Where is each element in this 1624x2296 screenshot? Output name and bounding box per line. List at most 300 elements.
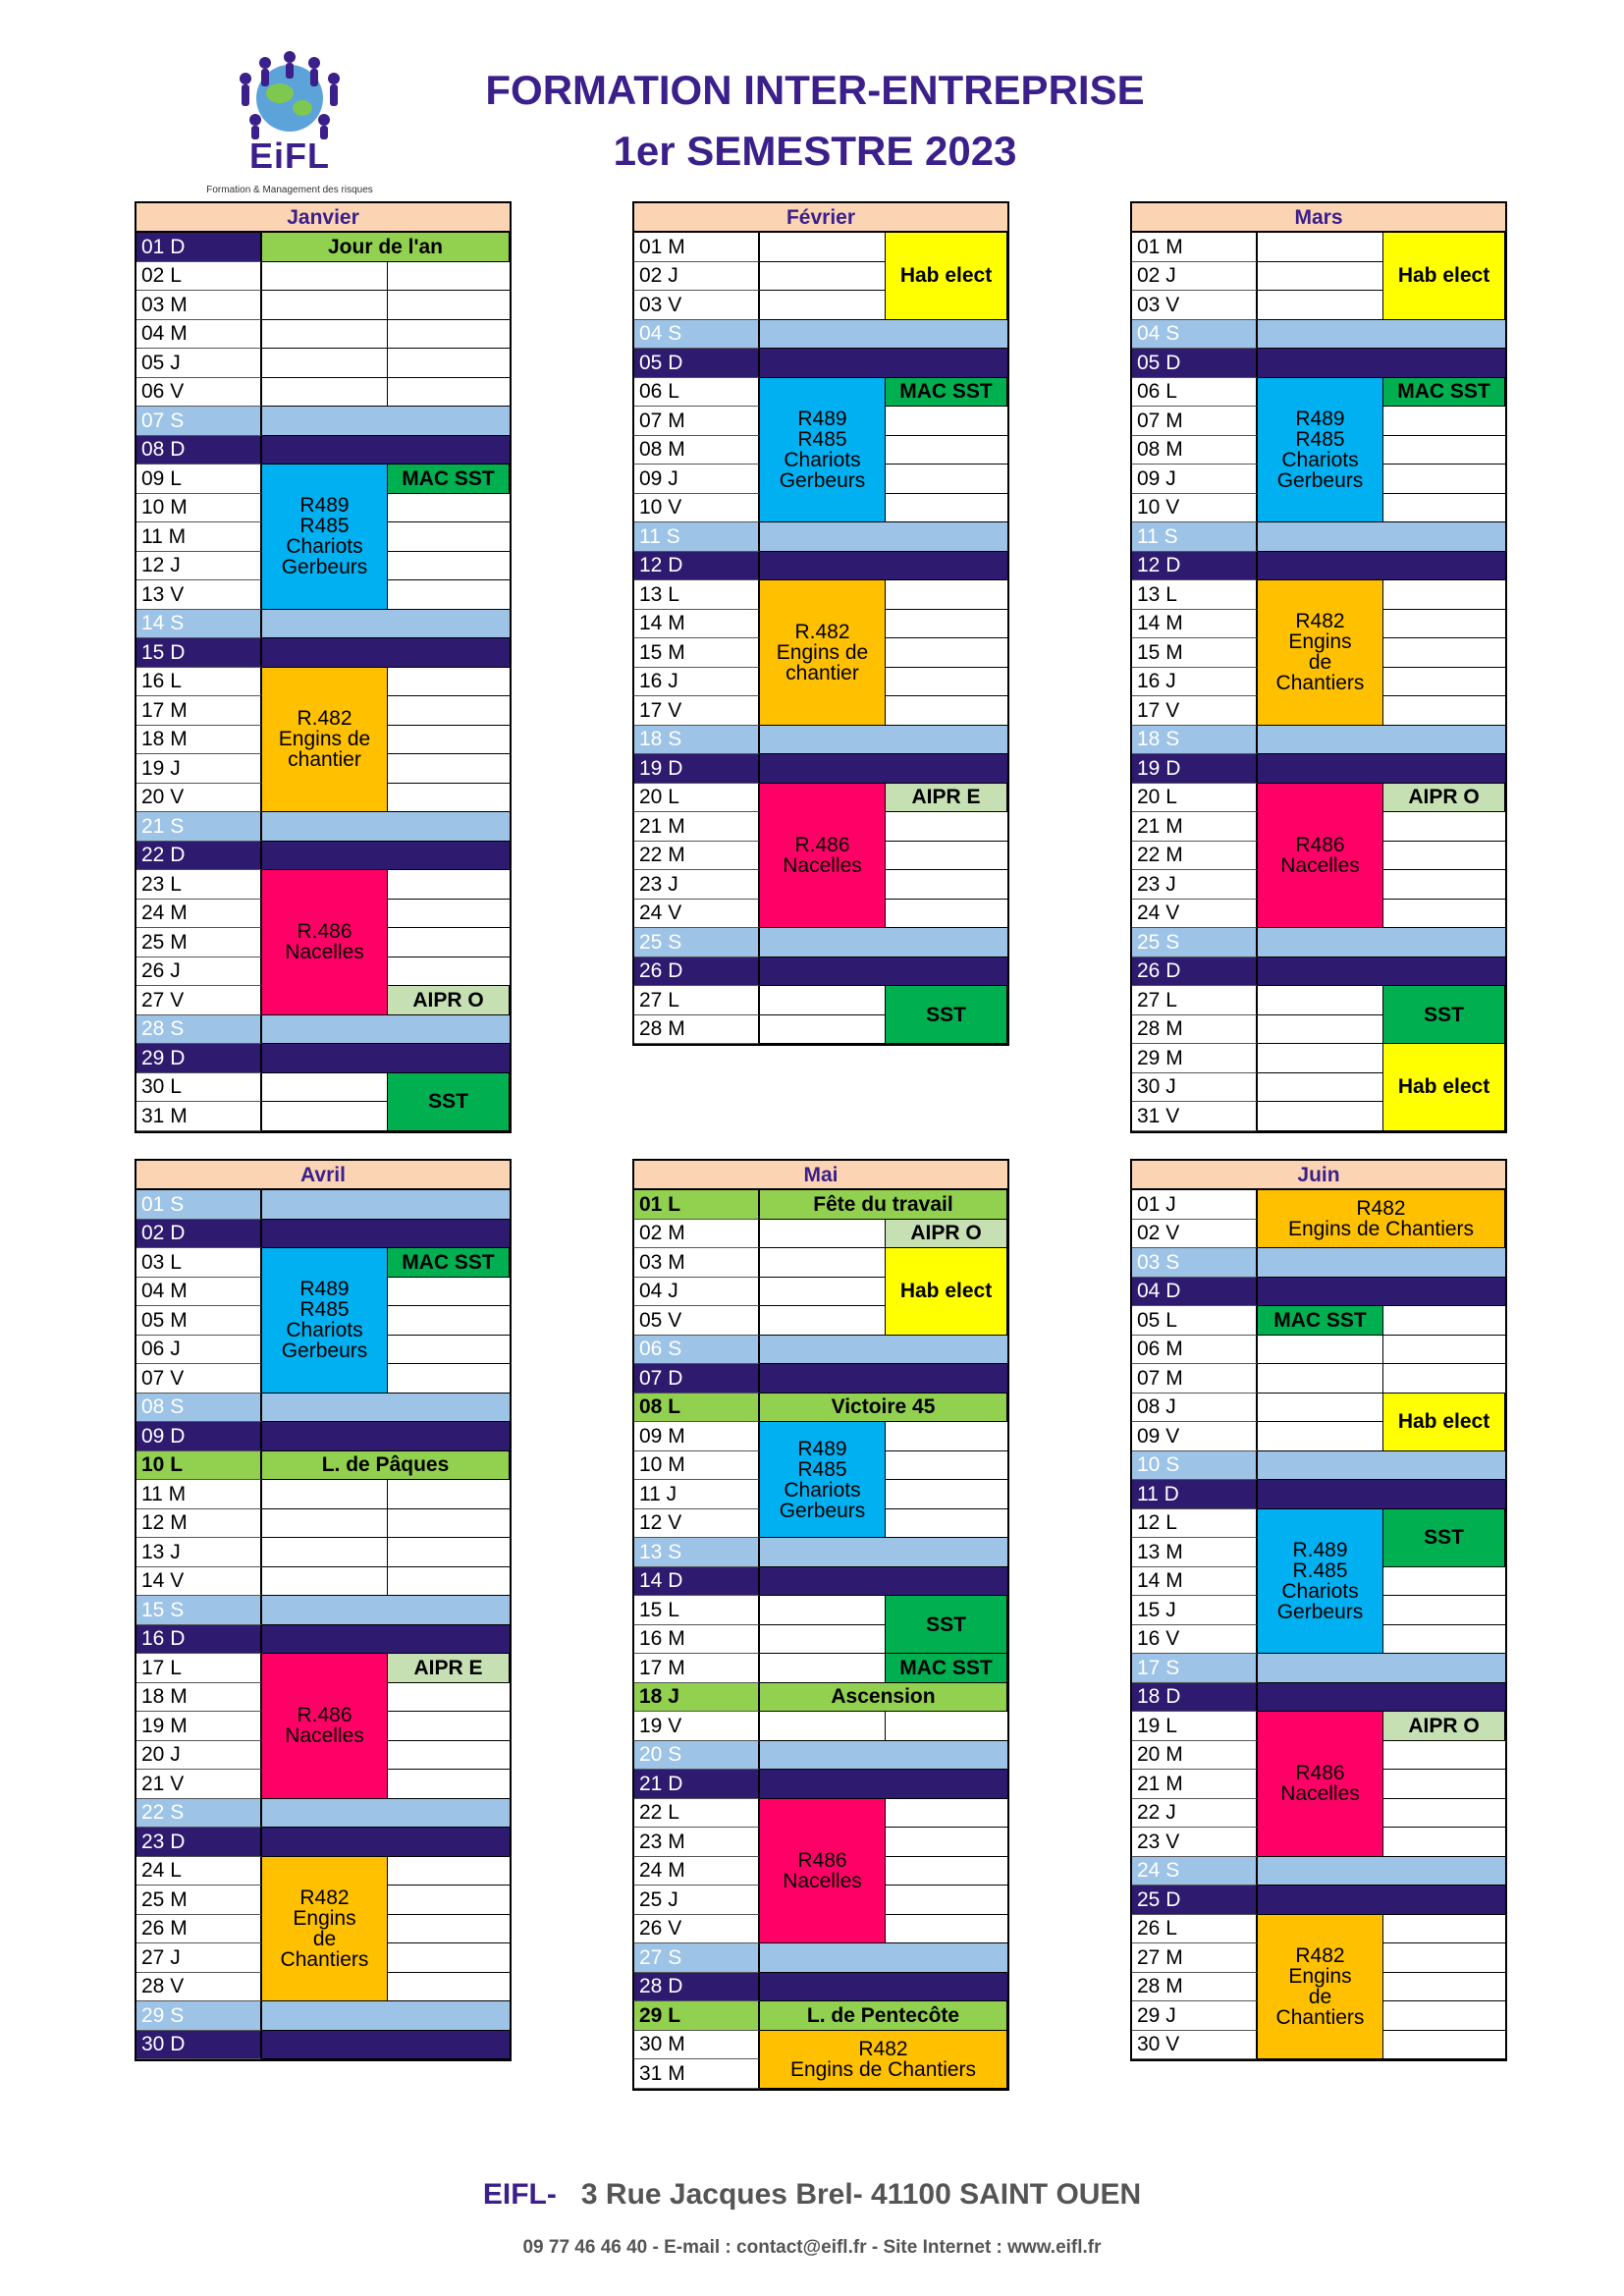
day-label: 20 J: [136, 1741, 262, 1771]
saturday-band: [262, 610, 510, 639]
empty-slot: [388, 262, 510, 292]
empty-slot: [886, 580, 1007, 610]
day-label: 21 M: [1132, 812, 1258, 842]
day-label: 14 S: [136, 610, 262, 639]
training-label: R485: [299, 515, 350, 538]
footer-address-line: [0, 2178, 1624, 2212]
day-label: 01 D: [136, 233, 262, 262]
day-label: 28 M: [634, 1015, 760, 1045]
empty-slot: [388, 784, 510, 813]
training-label: AIPR E: [413, 1656, 483, 1679]
empty-slot: [760, 1015, 886, 1045]
day-label: 11 S: [1132, 522, 1258, 552]
training-label: Hab elect: [1397, 264, 1490, 288]
empty-slot: [388, 1770, 510, 1799]
empty-slot: [1258, 262, 1383, 292]
training-label: AIPR E: [911, 786, 981, 809]
day-label: 02 J: [634, 262, 760, 292]
training-block: [262, 870, 388, 1015]
training-block: [760, 1394, 1007, 1423]
empty-slot: [886, 610, 1007, 639]
day-label: 12 J: [136, 552, 262, 581]
empty-slot: [886, 1480, 1007, 1509]
saturday-band: [1258, 1654, 1505, 1683]
training-block: [1258, 1509, 1383, 1655]
sunday-band: [262, 2031, 510, 2060]
month-calendar-3: [135, 1159, 512, 2061]
month-calendar-1: [632, 201, 1009, 1046]
day-label: 03 M: [634, 1248, 760, 1278]
training-label: Victoire 45: [831, 1395, 936, 1419]
day-label: 24 L: [136, 1857, 262, 1886]
empty-slot: [886, 1799, 1007, 1829]
day-label: 03 M: [136, 291, 262, 320]
day-label: 05 M: [136, 1306, 262, 1336]
day-label: 12 L: [1132, 1509, 1258, 1539]
day-label: 16 J: [634, 668, 760, 697]
sunday-band: [262, 1220, 510, 1249]
day-label: 16 M: [634, 1625, 760, 1655]
day-label: 06 V: [136, 378, 262, 408]
day-label: 10 M: [136, 494, 262, 523]
training-label: R485: [1295, 427, 1345, 451]
day-label: 31 M: [634, 2059, 760, 2089]
day-label: 23 L: [136, 870, 262, 900]
training-label: MAC SST: [899, 380, 993, 404]
empty-slot: [388, 1741, 510, 1771]
training-label: R489: [299, 494, 350, 518]
training-label: de: [1308, 651, 1332, 675]
footer-contact: 09 77 46 46 40 - E-mail : contact@eifl.fr - Site Internet : www.eifl.fr: [522, 2237, 1102, 2258]
training-block: [1383, 1394, 1505, 1451]
training-label: R.486: [794, 833, 850, 856]
eifl-logo: [177, 49, 403, 201]
sunday-band: [262, 842, 510, 871]
day-label: 04 S: [1132, 320, 1258, 350]
day-label: 25 S: [1132, 928, 1258, 957]
empty-slot: [760, 291, 886, 320]
training-label: MAC SST: [1397, 380, 1490, 404]
day-label: 19 D: [1132, 754, 1258, 784]
day-label: 03 V: [1132, 291, 1258, 320]
day-label: 18 S: [1132, 726, 1258, 755]
day-label: 16 L: [136, 668, 262, 697]
training-label: Engins de: [278, 728, 371, 751]
empty-slot: [388, 1278, 510, 1307]
training-block: [388, 1073, 510, 1131]
training-block: [1258, 378, 1383, 523]
empty-slot: [760, 1220, 886, 1249]
day-label: 10 S: [1132, 1451, 1258, 1481]
saturday-band: [262, 1394, 510, 1423]
training-block: [1258, 1915, 1383, 2060]
day-label: 20 V: [136, 784, 262, 813]
training-block: [1383, 378, 1505, 408]
day-label: 13 J: [136, 1538, 262, 1567]
day-label: 08 D: [136, 436, 262, 465]
empty-slot: [262, 349, 388, 378]
empty-slot: [886, 494, 1007, 523]
month-calendar-4: [632, 1159, 1009, 2091]
day-label: 23 V: [1132, 1828, 1258, 1857]
empty-slot: [388, 1886, 510, 1915]
day-label: 18 M: [136, 726, 262, 755]
empty-slot: [1383, 1741, 1505, 1771]
training-label: Chariots: [784, 1478, 861, 1502]
empty-slot: [262, 1509, 388, 1539]
empty-slot: [760, 1278, 886, 1307]
empty-slot: [886, 1886, 1007, 1915]
empty-slot: [886, 1451, 1007, 1481]
day-label: 30 L: [136, 1073, 262, 1103]
empty-slot: [1383, 407, 1505, 436]
empty-slot: [1383, 580, 1505, 610]
training-block: [1383, 1044, 1505, 1131]
empty-slot: [1258, 1364, 1383, 1394]
day-label: 10 L: [136, 1451, 262, 1481]
empty-slot: [760, 1712, 886, 1741]
sunday-band: [760, 1770, 1007, 1799]
training-block: [388, 1654, 510, 1683]
training-block: [886, 1654, 1007, 1683]
day-label: 06 L: [1132, 378, 1258, 408]
page-title: FORMATION INTER-ENTREPRISE: [485, 67, 1145, 113]
day-label: 15 D: [136, 638, 262, 668]
empty-slot: [1383, 2001, 1505, 2031]
training-label: Fête du travail: [813, 1192, 953, 1216]
training-block: [886, 986, 1007, 1044]
day-label: 14 M: [1132, 1567, 1258, 1597]
day-label: 03 V: [634, 291, 760, 320]
empty-slot: [262, 262, 388, 292]
day-label: 27 J: [136, 1943, 262, 1973]
day-label: 12 D: [634, 552, 760, 581]
day-label: 12 D: [1132, 552, 1258, 581]
training-label: Chariots: [1281, 448, 1359, 471]
training-label: Engins de Chantiers: [789, 2057, 977, 2081]
training-label: Nacelles: [285, 1724, 364, 1748]
training-label: SST: [926, 1613, 966, 1636]
day-label: 04 S: [634, 320, 760, 350]
training-block: [262, 465, 388, 610]
day-label: 22 S: [136, 1799, 262, 1829]
training-label: Chantiers: [280, 1947, 369, 1971]
training-block: [262, 233, 510, 262]
day-label: 16 V: [1132, 1625, 1258, 1655]
sunday-band: [1258, 1683, 1505, 1713]
training-label: Engins: [293, 1906, 356, 1930]
empty-slot: [388, 870, 510, 900]
training-label: MAC SST: [1273, 1308, 1367, 1332]
sunday-band: [1258, 1278, 1505, 1307]
training-label: R489: [1295, 407, 1345, 430]
empty-slot: [388, 349, 510, 378]
training-block: [1258, 784, 1383, 929]
day-label: 28 D: [634, 1973, 760, 2002]
day-label: 01 L: [634, 1190, 760, 1220]
day-label: 14 M: [634, 610, 760, 639]
training-label: L. de Pâques: [321, 1453, 450, 1477]
day-label: 24 M: [634, 1857, 760, 1886]
day-label: 10 M: [634, 1451, 760, 1481]
empty-slot: [388, 1943, 510, 1973]
empty-slot: [262, 1538, 388, 1567]
training-label: R486: [1295, 833, 1345, 856]
training-block: [1258, 580, 1383, 726]
day-label: 17 V: [634, 696, 760, 726]
day-label: 05 D: [634, 349, 760, 378]
footer-brand: EIFL-: [482, 2178, 557, 2211]
day-label: 25 D: [1132, 1886, 1258, 1915]
day-label: 06 L: [634, 378, 760, 408]
empty-slot: [1383, 436, 1505, 465]
empty-slot: [388, 1306, 510, 1336]
training-label: MAC SST: [899, 1656, 993, 1679]
empty-slot: [388, 580, 510, 610]
day-label: 29 D: [136, 1044, 262, 1073]
empty-slot: [262, 320, 388, 350]
training-block: [760, 2001, 1007, 2031]
training-label: R489: [299, 1278, 350, 1301]
empty-slot: [388, 552, 510, 581]
day-label: 25 M: [136, 928, 262, 957]
day-label: 17 M: [634, 1654, 760, 1683]
day-label: 17 S: [1132, 1654, 1258, 1683]
day-label: 30 D: [136, 2031, 262, 2060]
day-label: 29 L: [634, 2001, 760, 2031]
empty-slot: [388, 522, 510, 552]
day-label: 23 D: [136, 1828, 262, 1857]
training-label: Hab elect: [1397, 1075, 1490, 1099]
training-label: R486: [797, 1848, 847, 1872]
day-label: 13 S: [634, 1538, 760, 1567]
day-label: 20 S: [634, 1741, 760, 1771]
month-calendar-5: [1130, 1159, 1507, 2061]
sunday-band: [262, 1625, 510, 1655]
month-header: Mars: [1132, 203, 1505, 233]
empty-slot: [1258, 1422, 1383, 1451]
saturday-band: [262, 2001, 510, 2031]
sunday-band: [262, 1828, 510, 1857]
day-label: 07 M: [1132, 1364, 1258, 1394]
day-label: 31 M: [136, 1102, 262, 1131]
day-label: 06 S: [634, 1336, 760, 1365]
day-label: 22 M: [1132, 842, 1258, 871]
day-label: 19 J: [136, 754, 262, 784]
day-label: 24 V: [634, 900, 760, 929]
training-label: R489: [797, 1437, 847, 1460]
training-label: Chariots: [286, 535, 363, 559]
empty-slot: [886, 1422, 1007, 1451]
empty-slot: [886, 1857, 1007, 1886]
empty-slot: [1383, 870, 1505, 900]
training-label: SST: [1424, 1526, 1464, 1549]
day-label: 15 S: [136, 1596, 262, 1625]
month-header: Février: [634, 203, 1007, 233]
day-label: 01 M: [1132, 233, 1258, 262]
day-label: 02 V: [1132, 1220, 1258, 1249]
empty-slot: [1258, 1336, 1383, 1365]
training-label: AIPR O: [1408, 786, 1480, 809]
day-label: 25 S: [634, 928, 760, 957]
empty-slot: [1383, 1973, 1505, 2002]
day-label: 18 D: [1132, 1683, 1258, 1713]
training-label: Nacelles: [1280, 1782, 1360, 1806]
sunday-band: [760, 1364, 1007, 1394]
training-label: R482: [858, 2037, 908, 2060]
training-block: [886, 1248, 1007, 1336]
training-label: R482: [1295, 610, 1345, 633]
empty-slot: [886, 696, 1007, 726]
empty-slot: [760, 262, 886, 292]
training-label: chantier: [785, 661, 859, 684]
day-label: 11 J: [634, 1480, 760, 1509]
empty-slot: [886, 1712, 1007, 1741]
sunday-band: [1258, 957, 1505, 987]
day-label: 21 D: [634, 1770, 760, 1799]
day-label: 13 M: [1132, 1538, 1258, 1567]
training-block: [1383, 986, 1505, 1044]
day-label: 07 M: [1132, 407, 1258, 436]
training-label: R.482: [794, 620, 850, 643]
day-label: 19 V: [634, 1712, 760, 1741]
day-label: 17 L: [136, 1654, 262, 1683]
day-label: 26 J: [136, 957, 262, 987]
saturday-band: [760, 1943, 1007, 1973]
training-label: Nacelles: [783, 853, 862, 877]
day-label: 30 V: [1132, 2031, 1258, 2060]
sunday-band: [1258, 552, 1505, 581]
empty-slot: [1383, 1596, 1505, 1625]
training-label: Chariots: [784, 448, 861, 471]
month-calendar-0: [135, 201, 512, 1133]
training-block: [262, 1451, 510, 1481]
training-label: SST: [428, 1090, 468, 1113]
day-label: 23 M: [634, 1828, 760, 1857]
day-label: 16 J: [1132, 668, 1258, 697]
empty-slot: [262, 378, 388, 408]
training-block: [262, 1857, 388, 2002]
empty-slot: [1383, 842, 1505, 871]
day-label: 02 J: [1132, 262, 1258, 292]
day-label: 26 V: [634, 1915, 760, 1944]
training-label: Nacelles: [1280, 853, 1360, 877]
empty-slot: [262, 1073, 388, 1103]
empty-slot: [388, 696, 510, 726]
empty-slot: [886, 1509, 1007, 1539]
training-label: R482: [299, 1886, 350, 1909]
month-header: Juin: [1132, 1161, 1505, 1190]
saturday-band: [262, 407, 510, 436]
empty-slot: [388, 1973, 510, 2002]
training-label: Nacelles: [285, 941, 364, 964]
day-label: 11 M: [136, 1480, 262, 1509]
training-block: [886, 1596, 1007, 1654]
day-label: 09 J: [634, 465, 760, 494]
day-label: 17 M: [136, 696, 262, 726]
training-label: Chantiers: [1275, 672, 1365, 695]
empty-slot: [1258, 1015, 1383, 1045]
day-label: 06 M: [1132, 1336, 1258, 1365]
sunday-band: [262, 638, 510, 668]
training-label: R.486: [297, 920, 352, 944]
day-label: 24 S: [1132, 1857, 1258, 1886]
empty-slot: [262, 291, 388, 320]
empty-slot: [388, 1480, 510, 1509]
empty-slot: [388, 1538, 510, 1567]
training-label: MAC SST: [402, 1250, 495, 1274]
day-label: 14 V: [136, 1567, 262, 1597]
day-label: 02 D: [136, 1220, 262, 1249]
saturday-band: [760, 1336, 1007, 1365]
training-block: [1383, 1712, 1505, 1741]
sunday-band: [760, 349, 1007, 378]
training-label: Hab elect: [899, 264, 993, 288]
training-label: R485: [797, 427, 847, 451]
training-label: de: [312, 1927, 337, 1950]
training-block: [886, 233, 1007, 320]
day-label: 31 V: [1132, 1102, 1258, 1131]
saturday-band: [760, 726, 1007, 755]
day-label: 10 V: [1132, 494, 1258, 523]
training-label: SST: [926, 1003, 966, 1026]
logo-tagline: Formation & Management des risques: [206, 185, 373, 195]
day-label: 07 V: [136, 1364, 262, 1394]
day-label: 24 M: [136, 900, 262, 929]
training-label: Gerbeurs: [1276, 468, 1364, 492]
saturday-band: [760, 320, 1007, 350]
day-label: 17 V: [1132, 696, 1258, 726]
empty-slot: [388, 291, 510, 320]
saturday-band: [262, 812, 510, 842]
day-label: 05 J: [136, 349, 262, 378]
day-label: 20 L: [1132, 784, 1258, 813]
empty-slot: [1258, 291, 1383, 320]
empty-slot: [1383, 610, 1505, 639]
day-label: 14 M: [1132, 610, 1258, 639]
sunday-band: [760, 552, 1007, 581]
month-calendar-2: [1130, 201, 1507, 1133]
day-label: 29 J: [1132, 2001, 1258, 2031]
empty-slot: [1383, 1943, 1505, 1973]
empty-slot: [886, 1915, 1007, 1944]
day-label: 05 V: [634, 1306, 760, 1336]
training-block: [760, 378, 886, 523]
day-label: 09 V: [1132, 1422, 1258, 1451]
training-block: [1383, 1509, 1505, 1567]
training-label: R.482: [297, 707, 352, 731]
day-label: 27 S: [634, 1943, 760, 1973]
saturday-band: [760, 1538, 1007, 1567]
empty-slot: [388, 928, 510, 957]
training-label: R485: [797, 1457, 847, 1481]
sunday-band: [760, 957, 1007, 987]
day-label: 11 M: [136, 522, 262, 552]
training-block: [760, 2031, 1007, 2089]
day-label: 15 M: [634, 638, 760, 668]
training-label: L. de Pentecôte: [806, 2003, 960, 2027]
day-label: 04 J: [634, 1278, 760, 1307]
training-block: [388, 1248, 510, 1278]
empty-slot: [388, 1336, 510, 1365]
empty-slot: [388, 1567, 510, 1597]
empty-slot: [760, 1306, 886, 1336]
day-label: 22 M: [634, 842, 760, 871]
day-label: 12 M: [136, 1509, 262, 1539]
saturday-band: [760, 928, 1007, 957]
empty-slot: [1383, 1364, 1505, 1394]
day-label: 24 V: [1132, 900, 1258, 929]
